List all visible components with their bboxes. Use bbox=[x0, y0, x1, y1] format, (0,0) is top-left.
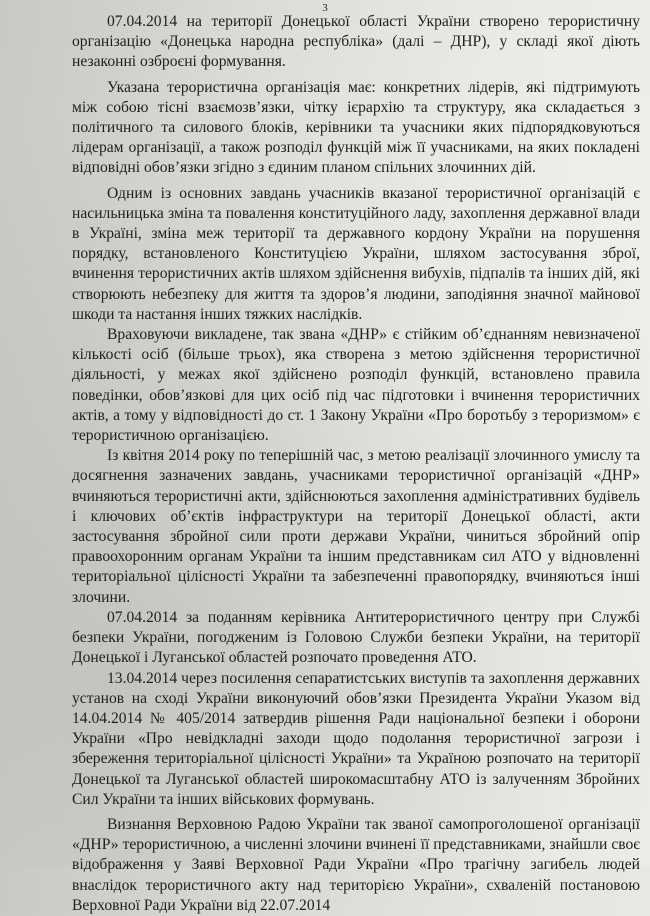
paragraph-terrorist-organization-status: Враховуючи викладене, так звана «ДНР» є стійким об’єднанням невизначеної кількості осіб (більше трьох), яка створена з метою здійснення терористичної діяльності, у межах якої здійснено розподіл функцій, встановлено правила поведінки, обов’язкові для цих осіб під час підготовки і вчинення терористичних актів, а тому у відповідності до ст. 1 Закону України «Про боротьбу з тероризмом» є терористичною організацією. bbox=[72, 326, 640, 445]
paragraph-dnr-creation: 07.04.2014 на території Донецької області України створено терористичну організацію «Донецька народна республіка» (далі – ДНР), у складі якої діють незаконні озброєні формування. bbox=[72, 13, 640, 71]
page-number: 3 bbox=[322, 2, 328, 14]
paragraph-ato-start: 07.04.2014 за поданням керівника Антитерористичного центру при Службі безпеки України, погодженим із Головою Служби безпеки України, на території Донецької і Луганської областей розпочато проведення АТО. bbox=[72, 608, 640, 667]
paragraph-verkhovna-rada-recognition: Визнання Верховною Радою України так званої самопроголошеної організації «ДНР» терористичною, а численні злочини вчинені її представниками, знайшли своє відображення у Заяві Верховної Ради України «Про трагічну загибель людей внаслідок терористичного акту над територією України», схваленій постановою Верховної Ради України від 22.07.2014 bbox=[72, 815, 640, 914]
paragraph-organization-structure: Указана терористична організація має: конкретних лідерів, які підтримують між собою тісні взаємозв’язки, чітку ієрархію та структуру, яка складається з політичного та силового блоків, керівники та учасники яких підпорядковуються лідерам організації, а також розподіл функцій між її учасниками, на яких покладені відповідні обов’язки згідно з єдиним планом спільних злочинних дій. bbox=[72, 78, 640, 177]
document-body bbox=[72, 12, 640, 916]
paragraph-terrorist-acts: Із квітня 2014 року по теперішній час, з метою реалізації злочинного умислу та досягнення зазначених завдань, учасниками терористичної організацій «ДНР» вчиняються терористичні акти, здійснюються захоплення адміністративних будівель і ключових об’єктів інфраструктури на території Донецької області, акти застосування збройної сили проти держави України, чиниться збройний опір правоохоронним органам України та іншим представникам сил АТО у відновленні територіальної цілісності України та забезпеченні правопорядку, вчиняються інші злочини. bbox=[72, 447, 640, 606]
paragraph-presidential-decree: 13.04.2014 через посилення сепаратистських виступів та захоплення державних установ на сході України виконуючий обов’язки Президента України Указом від 14.04.2014 № 405/2014 затвердив рішення Ради національної безпеки і оборони України «Про невідкладні заходи щодо подолання терористичної загрози і збереження територіальної цілісності України» та Україною розпочато на території Донецької та Луганської областей широкомасштабну АТО із залученням Збройних Сил України та інших військових формувань. bbox=[72, 669, 640, 808]
paragraph-main-objectives: Одним із основних завдань учасників вказаної терористичної організацій є насильницька зміна та повалення конституційного ладу, захоплення державної влади в Україні, зміна меж території та державного кордону України на порушення порядку, встановленого Конституцією України, шляхом застосування зброї, вчинення терористичних актів шляхом здійснення вибухів, підпалів та інших дій, які створюють небезпеку для життя та здоров’я людини, заподіяння значної майнової шкоди та настання інших тяжких наслідків. bbox=[72, 184, 640, 323]
